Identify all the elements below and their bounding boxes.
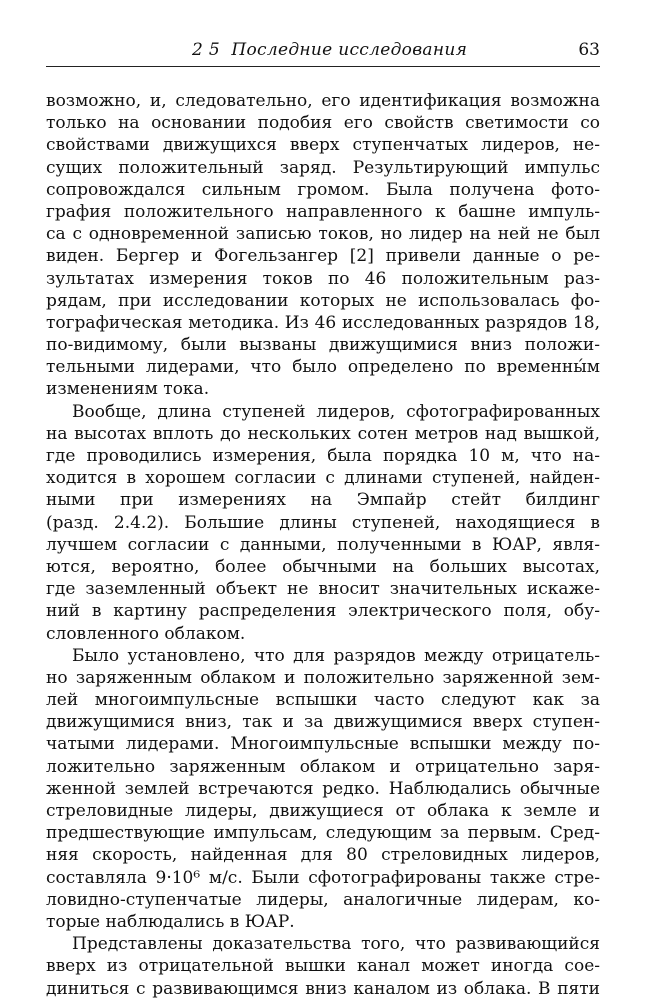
text-line: лей многоимпульсные вспышки часто следуют как за bbox=[46, 690, 600, 711]
paragraph-4 bbox=[46, 933, 600, 1000]
text-line: сопровождался сильным громом. Была получена фото- bbox=[46, 179, 600, 200]
text-line: ложительно заряженным облаком и отрицательно заря- bbox=[46, 756, 600, 777]
text-line: тографическая методика. Из 46 исследованных разрядов 18, bbox=[46, 312, 600, 333]
page-number: 63 bbox=[578, 40, 600, 60]
text-line: лучшем согласии с данными, полученными в ЮАР, явля- bbox=[46, 534, 600, 555]
text-line: тельными лидерами, что было определено по временны́м bbox=[46, 357, 600, 378]
text-line: словленного облаком. bbox=[46, 623, 246, 644]
text-line: движущимися вниз, так и за движущимися вверх ступен- bbox=[46, 712, 600, 733]
text-line: графия положительного направленного к башне импуль- bbox=[46, 201, 600, 222]
running-head bbox=[46, 40, 600, 67]
paragraph-1 bbox=[46, 90, 600, 401]
text-line: ными при измерениях на Эмпайр стейт билдинг bbox=[46, 490, 600, 511]
text-line: стреловидные лидеры, движущиеся от облака к земле и bbox=[46, 801, 600, 821]
text-line: (разд. 2.4.2). Большие длины ступеней, находящиеся в bbox=[46, 512, 600, 533]
text-line: ловидно-ступенчатые лидеры, аналогичные лидерам, ко- bbox=[46, 889, 600, 910]
running-title bbox=[192, 40, 467, 60]
chapter-title: Последние исследования bbox=[231, 40, 468, 60]
text-line: виден. Бергер и Фогельзангер [2] привели данные о ре- bbox=[46, 246, 600, 267]
text-line: по-видимому, были вызваны движущимися вниз положи- bbox=[46, 335, 600, 356]
body-text bbox=[46, 90, 600, 1000]
section-number: 2 5 bbox=[192, 40, 220, 60]
text-line: только на основании подобия его свойств светимости со bbox=[46, 113, 600, 134]
text-line: рядам, при исследовании которых не использовалась фо- bbox=[46, 290, 600, 311]
text-line: торые наблюдались в ЮАР. bbox=[46, 911, 295, 932]
text-line: Было установлено, что для разрядов между отрицатель- bbox=[72, 645, 600, 666]
text-line: женной землей встречаются редко. Наблюдались обычные bbox=[46, 778, 600, 799]
text-line: Вообще, длина ступеней лидеров, сфотографированных bbox=[72, 401, 600, 422]
text-line: на высотах вплоть до нескольких сотен метров над вышкой, bbox=[46, 423, 600, 444]
text-line: чатыми лидерами. Многоимпульсные вспышки между по- bbox=[46, 734, 600, 755]
text-line: свойствами движущихся вверх ступенчатых лидеров, не- bbox=[46, 135, 600, 156]
text-line: ний в картину распределения электрического поля, обу- bbox=[46, 601, 600, 622]
text-line: вверх из отрицательной вышки канал может иногда сое- bbox=[46, 956, 600, 977]
text-line: ются, вероятно, более обычными на больших высотах, bbox=[46, 556, 600, 577]
text-line: где заземленный объект не вносит значительных искаже- bbox=[46, 579, 600, 600]
text-line: где проводились измерения, была порядка 10 м, что на- bbox=[46, 446, 600, 466]
text-line: са с одновременной записью токов, но лидер на ней не был bbox=[46, 224, 600, 245]
text-line: ходится в хорошем согласии с длинами ступеней, найден- bbox=[46, 468, 600, 489]
text-line: диниться с развивающимся вниз каналом из облака. В пяти bbox=[46, 978, 600, 999]
text-line: Представлены доказательства того, что развивающийся bbox=[72, 934, 600, 955]
text-line: сущих положительный заряд. Результирующий импульс bbox=[46, 157, 600, 178]
text-line: няя скорость, найденная для 80 стреловидных лидеров, bbox=[46, 845, 600, 866]
paragraph-2 bbox=[46, 401, 600, 645]
text-line: составляла 9·10⁶ м/с. Были сфотографированы также стре- bbox=[46, 867, 600, 888]
text-line: но заряженным облаком и положительно заряженной зем- bbox=[46, 667, 600, 688]
paragraph-3 bbox=[46, 645, 600, 933]
text-line: предшествующие импульсам, следующим за первым. Сред- bbox=[46, 823, 600, 844]
text-line: возможно, и, следовательно, его идентификация возможна bbox=[46, 91, 600, 111]
text-line: изменениям тока. bbox=[46, 379, 210, 400]
text-line: зультатах измерения токов по 46 положительным раз- bbox=[46, 268, 600, 289]
